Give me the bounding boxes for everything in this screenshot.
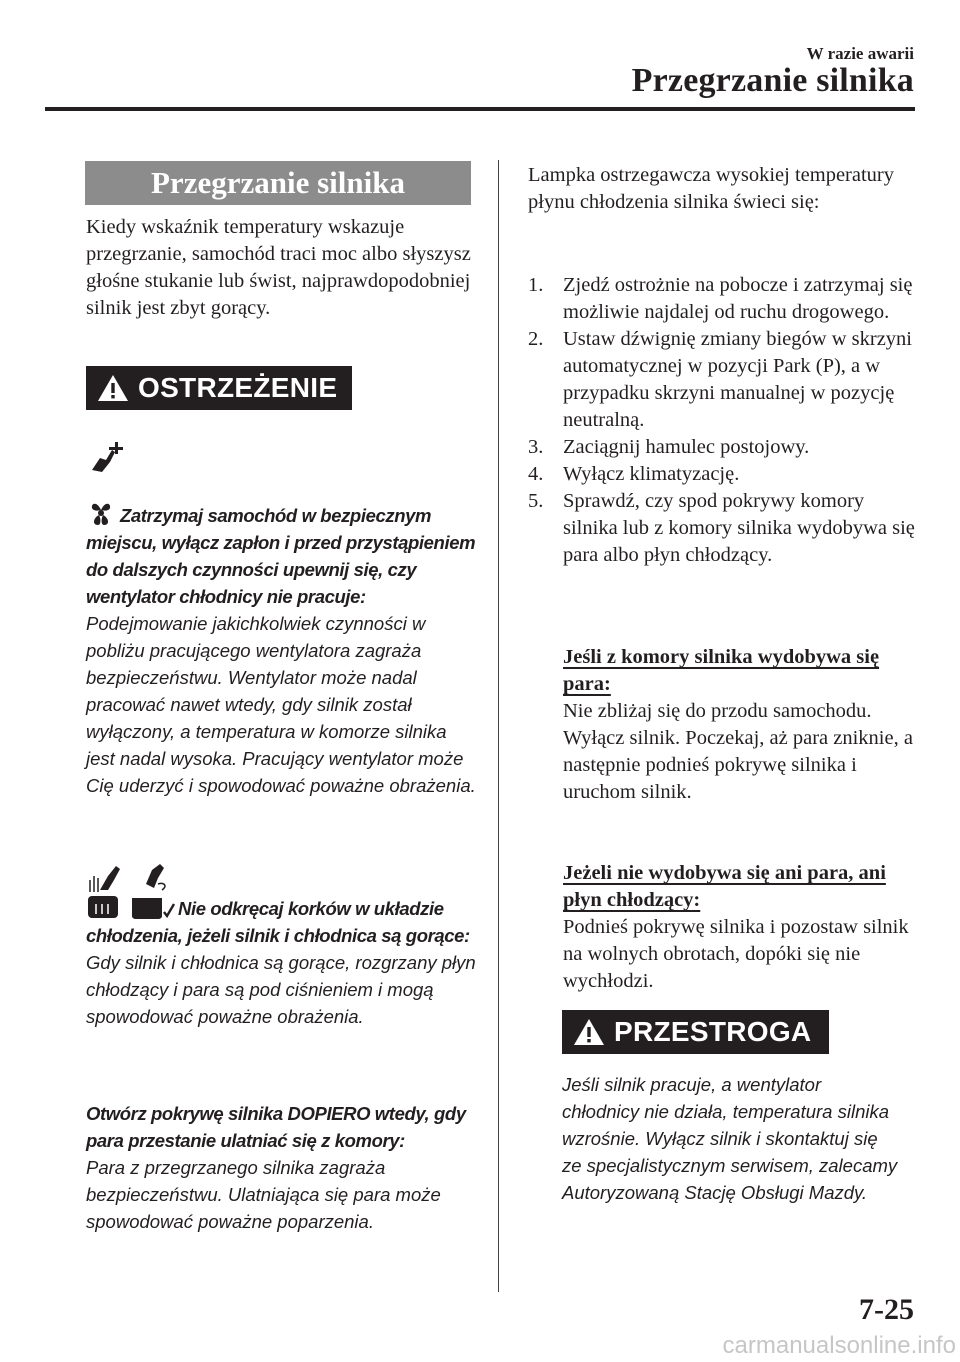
cap-warning-block [86,862,478,1030]
caution-triangle-icon [572,1017,606,1047]
caution-box [562,1010,829,1054]
radiator-hand-icon [86,862,126,920]
open-hood-text: Para z przegrzanego silnika zagraża bezpieczeństwu. Ulatniająca się para może spowodować poważne poparzenia. [86,1157,441,1232]
intro-paragraph: Kiedy wskaźnik temperatury wskazuje przegrzanie, samochód traci moc albo słyszysz głośne stukanie lub świst, najprawdopodobniej silnik jest zbyt gorący. [86,216,471,319]
page-number: 7-25 [859,1293,914,1326]
fan-icon [86,500,116,526]
step-item: 1. Zjedź ostrożnie na pobocze i zatrzymaj się możliwie najdalej od ruchu drogowego. [528,274,913,323]
watermark: carmanualsonline.info [722,1332,956,1359]
section-banner: Przegrzanie silnika [85,161,471,205]
reservoir-hand-icon [128,862,178,920]
steam-heading: Jeśli z komory silnika wydobywa się para: [563,646,880,695]
column-divider [498,160,499,1292]
cap-warning-title: Nie odkręcaj korków w układzie chłodzenia, jeżeli silnik i chłodnica są gorące: [86,898,470,946]
header-rule [45,107,915,111]
open-hood-block [86,1100,478,1235]
page-section-title: Przegrzanie silnika [631,62,914,99]
caution-text: Jeśli silnik pracuje, a wentylator chłodnicy nie działa, temperatura silnika wzrośnie. Wyłącz silnik i skontaktuj się ze specjalistycznym serwisem, zalecamy Autoryzowaną Stację Obsługi Mazdy. [562,1074,898,1203]
fan-warning-title: Zatrzymaj samochód w bezpiecznym miejscu, wyłącz zapłon i przed przystąpieniem do dalszych czynności upewnij się, czy wentylator chłodnicy nie pracuje: [86,505,476,607]
no-steam-heading: Jeżeli nie wydobywa się ani para, ani płyn chłodzący: [563,862,886,911]
warning-triangle-icon [96,373,130,403]
fan-warning-text: Podejmowanie jakichkolwiek czynności w pobliżu pracującego wentylatora zagraża bezpieczeństwu. Wentylator może nadal pracować nawet wtedy, gdy silnik został wyłączony, a temperatura w komorze silnika jest nadal wysoka. Pracujący wentylator może Cię uderzyć i spowodować poważne obrażenia. [86,613,476,796]
warning-box [86,366,352,410]
step-item: 2. Ustaw dźwignię zmiany biegów w skrzyni automatycznej w pozycji Park (P), a w przypadku skrzyni manualnej w pozycję neutralną. [528,328,912,431]
steam-section [563,644,918,806]
step-item: 5. Sprawdź, czy spod pokrywy komory silnika lub z komory silnika wydobywa się para albo płyn chłodzący. [528,490,915,566]
fan-hand-icon-row [86,440,478,500]
step-item: 4. Wyłącz klimatyzację. [528,463,740,485]
fan-warning-block [86,440,478,799]
lamp-intro: Lampka ostrzegawcza wysokiej temperatury płynu chłodzenia silnika świeci się: [528,164,894,213]
procedure-steps [528,272,920,569]
chapter-title: W razie awarii [806,44,914,63]
no-steam-section [563,860,918,995]
warning-label: OSTRZEŻENIE [138,372,338,403]
hand-near-fan-icon [88,440,124,474]
open-hood-title: Otwórz pokrywę silnika DOPIERO wtedy, gdy para przestanie ulatniać się z komory: [86,1103,466,1151]
no-steam-text: Podnieś pokrywę silnika i pozostaw silnik na wolnych obrotach, dopóki się nie wychłodzi. [563,916,909,992]
steam-text: Nie zbliżaj się do przodu samochodu. Wyłącz silnik. Poczekaj, aż para zniknie, a następnie podnieś pokrywę silnika i uruchom silnik. [563,700,913,803]
cap-warning-text: Gdy silnik i chłodnica są gorące, rozgrzany płyn chłodzący i para są pod ciśnieniem i mogą spowodować poważne obrażenia. [86,952,476,1027]
cap-icon-row [86,862,478,922]
caution-label: PRZESTROGA [614,1016,812,1047]
step-item: 3. Zaciągnij hamulec postojowy. [528,436,810,458]
